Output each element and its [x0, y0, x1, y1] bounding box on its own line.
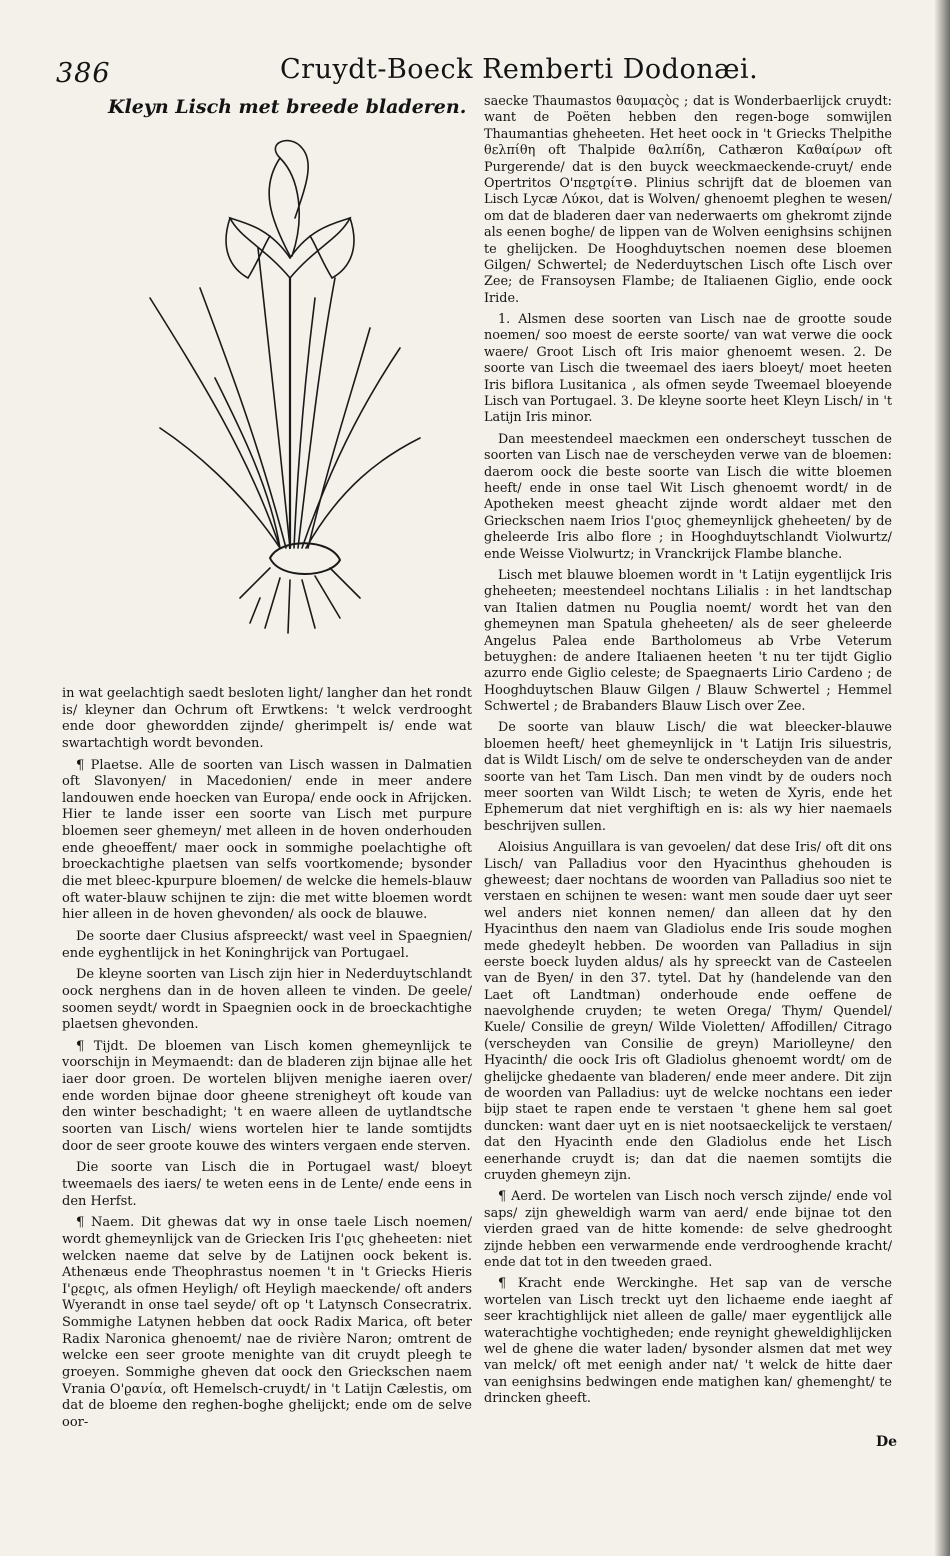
left-text-column	[62, 686, 472, 1437]
paragraph: ¶ Tijdt. De bloemen van Lisch komen ghemeynlijck te voorschijn in Meymaendt: dan de bladeren zijn bijnae alle het iaer door groen. De wortelen blijven menighe iaeren over/ ende worden bijnae door gheene strenigheyt oft koude van den winter beschadight; 't en waere alleen de uytlandtsche soorten van Lisch/ wiens wortelen hier te lande somtijdts door de seer groote kouwe des winters vergaen ende sterven.	[62, 1038, 472, 1154]
paragraph: De kleyne soorten van Lisch zijn hier in Nederduytschlandt oock nerghens dan in de hoven alleen te vinden. De geele/ soomen seydt/ wordt in Spaegnien oock in de broeckachtighe plaetsen ghevonden.	[62, 967, 472, 1033]
paragraph: ¶ Aerd. De wortelen van Lisch noch versch zijnde/ ende vol saps/ zijn gheweldigh warm van aerd/ ende bijnae tot den vierden graed van de hitte komende: de selve ghedrooght zijnde hebben een verwarmende ende verdrooghende kracht/ ende dat tot in den tweeden graed.	[484, 1189, 892, 1270]
paragraph: ¶ Kracht ende Werckinghe. Het sap van de versche wortelen van Lisch treckt uyt den lichaeme ende iaeght af seer krachtighlijck niet alleen de galle/ maer eygentlijck alle waterachtighe vochtigheden; ende reynight gheweldighlijcken wel de ghene die water laden/ bysonder alsmen dat met wey van melck/ oft met eenigh ander nat/ 't welck de hitte daer van eenighsins bedwingen ende matighen kan/ ghemenght/ te drincken gheeft.	[484, 1276, 892, 1407]
paragraph: ¶ Plaetse. Alle de soorten van Lisch wassen in Dalmatien oft Slavonyen/ in Macedonien/ ende in meer andere landouwen ende hoecken van Europa/ ende oock in Afrijcken. Hier te lande isser een soorte van Lisch met purpure bloemen seer ghemeyn/ met alleen in de hoven onderhouden ende gheoeffent/ maer oock in sommighe poelachtighe oft broeckachtighe plaetsen van selfs voortkomende; bysonder die met bleec-kpurpure bloemen/ de welcke die hemels-blauw oft water-blauw schijnen te zijn: die met witte bloemen wordt hier alleen in de hoven ghevonden/ als oock de blauwe.	[62, 757, 472, 923]
paragraph: Aloisius Anguillara is van gevoelen/ dat dese Iris/ oft dit ons Lisch/ van Palladius voor den Hyacinthus ghehouden is gheweest; daer nochtans de woorden van Palladius soo niet te verstaen en schijnen te wesen: want men soude daer uyt seer wel anders niet konnen nemen/ dan alleen dat hy den Hyacinthus den naem van Gladiolus ende Iris soude moghen mede ghedeylt hebben. De woorden van Palladius in sijn eerste boeck luyden aldus/ als hy spreeckt van de Casteelen van de Byen/ in den 37. tytel. Dat hy (handelende van den Laet oft Landtman) onderhoude ende oeffene de naevolghende cruyden; te weten Orega/ Thym/ Quendel/ Kuele/ Consilie de greyn/ Wilde Violetten/ Affodillen/ Citrago (verscheyden van Consilie de greyn) Mariolleyne/ den Hyacinth/ die oock Iris oft Gladiolus ghenoemt wordt/ om de ghelijcke ghedaente van bladeren/ ende meer andere. Dit zijn de woorden van Palladius: uyt de welcke nochtans een ieder bijp staet te rapen ende te verstaen 't ghene hem sal goet duncken: want daer uyt en is niet nootsaeckelijck te verstaen/ dat den Hyacinth ende den Gladiolus ende het Lisch eenerhande cruydt is; dan dat die naemen somtijts die cruyden ghemeyn zijn.	[484, 840, 892, 1183]
paragraph: 1. Alsmen dese soorten van Lisch nae de grootte soude noemen/ soo moest de eerste soorte/ van wat verwe die oock waere/ Groot Lisch oft Iris maior ghenoemt wesen. 2. De soorte van Lisch die tweemael des iaers bloeyt/ moet heeten Iris biflora Lusitanica , als ofmen seyde Tweemael bloeyende Lisch van Portugael. 3. De kleyne soorte heet Kleyn Lisch/ in 't Latijn Iris minor.	[484, 312, 892, 426]
paragraph: Lisch met blauwe bloemen wordt in 't Latijn eygentlijck Iris gheheeten; meestendeel nochtans Lilialis : in het landtschap van Italien datmen nu Pouglia noemt/ wordt het van den ghemeynen man Spatula gheheeten/ als de seer gheleerde Angelus Palea ende Bartholomeus ab Vrbe Veterum betuyghen: de andere Italiaenen heeten 't nu ter tijdt Giglio azurro ende Giglio celeste; de Spaegnaerts Lirio Cardeno ; de Hooghduytschen Blauw Gilgen / Blauw Schwertel ; Hemmel Schwertel ; de Brabanders Blauw Lisch over Zee.	[484, 567, 892, 715]
paragraph: ¶ Naem. Dit ghewas dat wy in onse taele Lisch noemen/ wordt ghemeynlijck van de Griecken Iris Ι'ϱις gheheeten: niet welcken naeme dat selve by de Latijnen oock bekent is. Athenæus ende Theophrastus noemen 't in 't Griecks Hieris Ι'ϱεϱις, als ofmen Heyligh/ oft Heyligh maeckende/ oft anders Wyerandt in onse tael seyde/ oft op 't Latynsch Consecratrix. Sommighe Latynen hebben dat oock Radix Marica, oft beter Radix Naronica ghenoemt/ nae de rivière Naron; omtrent de welcke een seer groote menighte van dit cruydt pleegh te groeyen. Sommighe gheven dat oock den Grieckschen naem Vrania Ο'ϱανία, oft Hemelsch-cruydt/ in 't Latijn Cælestis, om dat de bloeme den reghen-boghe ghelijckt; ende om de selve oor-	[62, 1215, 472, 1430]
paragraph: De soorte van blauw Lisch/ die wat bleecker-blauwe bloemen heeft/ heet ghemeynlijck in 't Latijn Iris siluestris, dat is Wildt Lisch/ om de selve te onderscheyden van de ander soorte van het Tam Lisch. Dan men vindt by de ouders noch meer soorten van Wildt Lisch; te weten de Xyris, ende het Ephemerum dat niet verghiftigh en is: als wy hier naemaels beschrijven sullen.	[484, 720, 892, 834]
paragraph: De soorte daer Clusius afspreeckt/ wast veel in Spaegnien/ ende eyghentlijck in het Koninghrijck van Portugael.	[62, 928, 472, 961]
iris-woodcut-illustration	[130, 128, 430, 638]
paragraph: Die soorte van Lisch die in Portugael wast/ bloeyt tweemaels des iaers/ te weten eens in de Lente/ ende eens in den Herfst.	[62, 1160, 472, 1209]
page-edge-shadow	[934, 0, 950, 1556]
right-text-column	[484, 94, 892, 1412]
catchword: De	[876, 1434, 898, 1450]
running-title: Cruydt-Boeck Remberti Dodonæi.	[280, 54, 759, 85]
paragraph: saecke Thaumastos θαυμαςὸς ; dat is Wonderbaerlijck cruydt: want de Poëten hebben den regen-boge somwijlen Thaumantias gheheeten. Het heet oock in 't Griecks Thelpithe θελπίθη oft Thalpide θαλπίδη, Cathæron Καθαίρων oft Purgerende/ dat is den buyck weeckmaeckende-cruyt/ ende Opertritos Ο'πεϱτϱίτ⊖. Plinius schrijft dat de bloemen van Lisch Lycæ Λύκοι, dat is Wolven/ ghenoemt pleghen te wesen/ om dat de bladeren daer van nederwaerts om ghekromt zijnde als eenen boghe/ de lippen van de Wolven eenighsins schijnen te ghelijcken. De Hooghduytschen noemen dese bloemen Gilgen/ Schwertel; de Nederduytschen Lisch ofte Lisch over Zee; de Fransoysen Flambe; de Italiaenen Giglio, ende oock Iride.	[484, 94, 892, 306]
figure-caption: Kleyn Lisch met breede bladeren.	[108, 96, 467, 118]
paragraph: Dan meestendeel maeckmen een onderscheyt tusschen de soorten van Lisch nae de verscheyden verwe van de bloemen: daerom oock die beste soorte van Lisch die witte bloemen heeft/ ende in onse tael Wit Lisch ghenoemt wordt/ in de Apotheken meest gheacht zijnde wordt aldaer met den Grieckschen naem Irios Ι'ϱιος ghemeynlijck gheheeten/ by de gheleerde Iris albo flore ; in Hooghduytschlandt Violwurtz/ ende Weisse Violwurtz; in Vranckrijck Flambe blanche.	[484, 431, 892, 562]
page-number: 386	[56, 58, 111, 89]
paragraph: in wat geelachtigh saedt besloten light/ langher dan het rondt is/ kleyner dan Ochrum oft Erwtkens: 't welck verdrooght ende door ghewordden zijnde/ gherimpelt is/ ende wat swartachtigh wordt bevonden.	[62, 686, 472, 751]
